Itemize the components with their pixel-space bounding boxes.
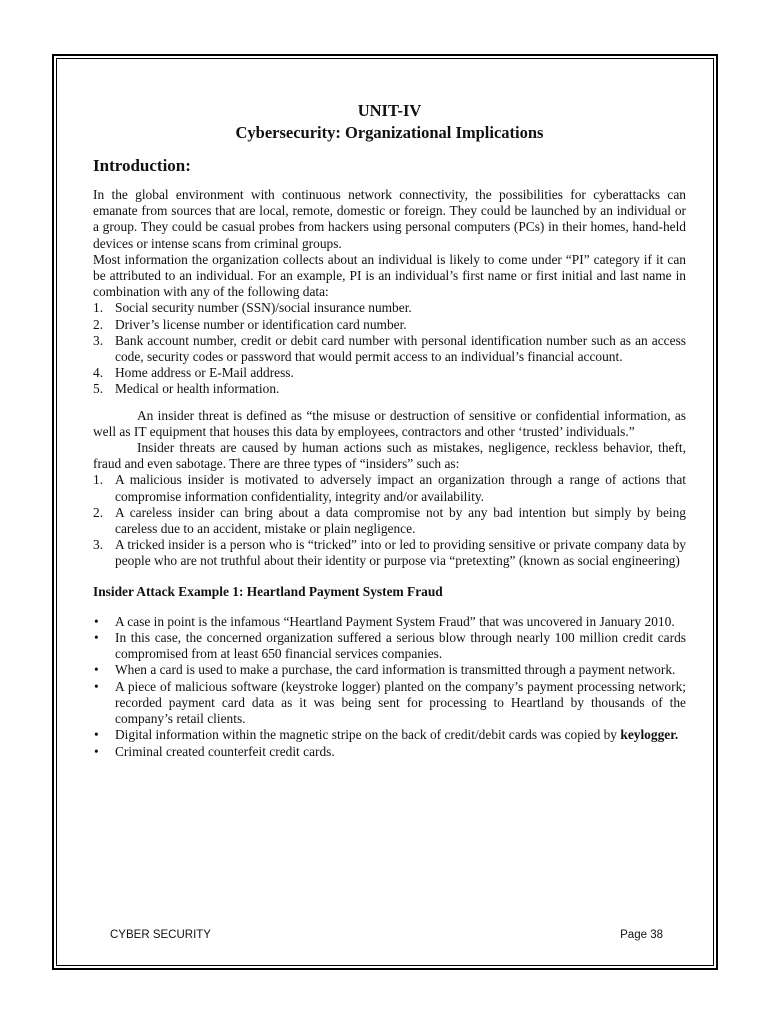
footer-course-name: CYBER SECURITY [110, 929, 211, 941]
bullet-icon: • [94, 662, 99, 678]
bullet-icon: • [94, 630, 99, 646]
page-content [93, 101, 686, 760]
insider-threat-causes: Insider threats are caused by human actions such as mistakes, negligence, reckless behavior, theft, fraud and even sabotage. There are three types of “insiders” such as: [93, 440, 686, 472]
list-number: 1. [93, 472, 104, 488]
introduction-heading: Introduction: [93, 156, 191, 175]
bullet-icon: • [94, 743, 99, 759]
intro-paragraph-2: Most information the organization collects about an individual is likely to come under “PI” category if it can be attributed to an individual. For an example, PI is an individual’s first name or first initial and last name in combination with any of the following data: [93, 251, 686, 300]
footer-page-number: Page 38 [620, 929, 663, 941]
example-heading: Insider Attack Example 1: Heartland Payment System Fraud [93, 583, 443, 599]
list-item [93, 537, 686, 569]
bullet-icon: • [94, 727, 99, 743]
list-item [93, 472, 686, 504]
bullet-item [93, 630, 686, 662]
list-text: Social security number (SSN)/social insurance number. [115, 300, 412, 316]
insider-threat-definition: An insider threat is defined as “the misuse or destruction of sensitive or confidential information, as well as IT equipment that houses this data by employees, contractors and other ‘trusted’ individuals.” [93, 407, 686, 439]
insider-types-list [93, 472, 686, 569]
unit-title: UNIT-IV [357, 101, 422, 120]
bullet-text: Criminal created counterfeit credit cards. [115, 743, 335, 759]
bullet-text: A piece of malicious software (keystroke logger) planted on the company’s payment processing network; recorded payment card data as it was being sent for processing to Heartland by thousands of the company’s retail clients. [115, 678, 686, 727]
list-item [93, 317, 686, 333]
list-text: Home address or E-Mail address. [115, 365, 294, 381]
bullet-text: In this case, the concerned organization suffered a serious blow through nearly 100 million credit cards compromised from at least 650 financial services companies. [115, 630, 686, 662]
list-number: 2. [93, 316, 104, 332]
list-text: Bank account number, credit or debit card number with personal identification number such as an access code, security codes or password that would permit access to an individual’s financial account. [115, 332, 686, 365]
intro-paragraph-1: In the global environment with continuous network connectivity, the possibilities for cyberattacks can emanate from sources that are local, remote, domestic or foreign. They could be launched by an individual or a group. They could be casual probes from hackers using personal computers (PCs) in their homes, hand-held devices or intense scans from criminal groups. [93, 187, 686, 251]
example-bullet-list [93, 614, 686, 760]
page-footer [110, 929, 663, 941]
bullet-text [115, 727, 686, 743]
list-text: A malicious insider is motivated to adversely impact an organization through a range of actions that compromise information confidentiality, integrity and/or availability. [115, 472, 686, 504]
bullet-icon: • [94, 613, 99, 629]
list-text: A careless insider can bring about a data compromise not by any bad intention but simply by being careless due to an accident, mistake or plain negligence. [115, 504, 686, 537]
list-item [93, 300, 686, 316]
list-text: Medical or health information. [115, 381, 280, 397]
pi-data-list [93, 300, 686, 397]
list-item [93, 365, 686, 381]
bullet-item [93, 614, 686, 630]
bullet-item [93, 679, 686, 728]
list-text: Driver’s license number or identification card number. [115, 316, 407, 332]
list-item [93, 505, 686, 537]
bullet-item [93, 727, 686, 743]
chapter-title: Cybersecurity: Organizational Implications [235, 123, 544, 142]
list-item [93, 381, 686, 397]
keylogger-term: keylogger. [620, 727, 679, 743]
list-number: 4. [93, 365, 104, 381]
bullet-item [93, 744, 686, 760]
list-text: A tricked insider is a person who is “tricked” into or led to providing sensitive or private company data by people who are not truthful about their identity or purpose via “pretexting” (known as social engineering) [115, 537, 686, 569]
bullet-icon: • [94, 678, 99, 694]
list-item [93, 333, 686, 365]
bullet-text: A case in point is the infamous “Heartland Payment System Fraud” that was uncovered in January 2010. [115, 613, 675, 629]
list-number: 3. [93, 332, 104, 348]
bullet-item [93, 662, 686, 678]
list-number: 3. [93, 537, 104, 553]
list-number: 5. [93, 381, 104, 397]
bullet-text: When a card is used to make a purchase, the card information is transmitted through a payment network. [115, 662, 676, 678]
bullet-text-part: Digital information within the magnetic stripe on the back of credit/debit cards was copied by [115, 727, 618, 743]
list-number: 1. [93, 300, 104, 316]
list-number: 2. [93, 504, 104, 520]
